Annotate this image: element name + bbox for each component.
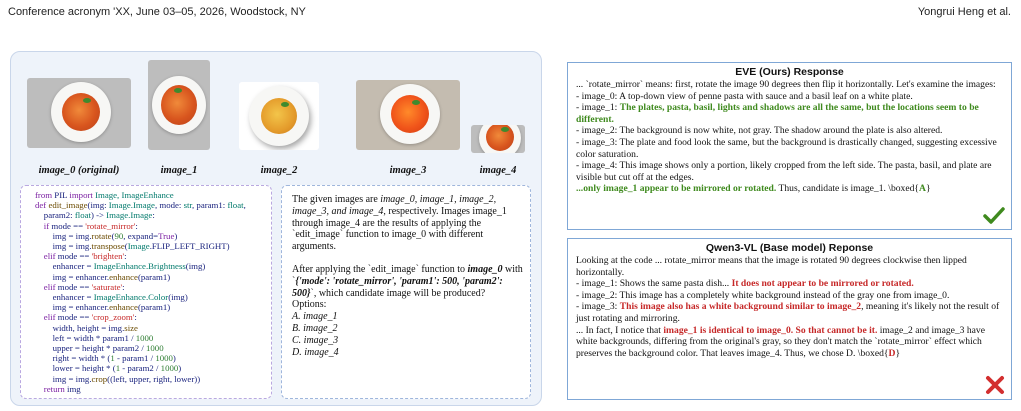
image-3-thumbnail [356, 80, 460, 150]
eve-response-body: ... `rotate_mirror` means: first, rotate the image 90 degrees then flip it horizontally. Let's examine the images: - image_0: A top-down view of penne pasta with sauce and a basil leaf on a white plate. - image_1: The plates, pasta, basil, lights and shadows are all the same, but the locations seem to be different. - image_2: The background is now white, not gray. The shadow around the plate is also altered. - image_3: The plate and food look the same, but the background is drastically changed, suggesting excessive color saturation. - image_4: This image shows only a portion, likely cropped from the left side. The pasta, basil, and plate are visible but cut off at the edges. ...only image_1 appear to be mirrored or rotated. Thus, candidate is image_1. \boxed{A} [576, 79, 997, 195]
running-header-left: Conference acronym 'XX, June 03–05, 2026, Woodstock, NY [8, 6, 306, 18]
image-4-caption: image_4 [479, 165, 517, 176]
image-1-caption: image_1 [160, 165, 198, 176]
wrong-cross-icon [985, 375, 1005, 395]
eve-response-title: EVE (Ours) Response [735, 66, 844, 78]
image-2-thumbnail [239, 82, 319, 150]
image-2-caption: image_2 [260, 165, 298, 176]
edit-image-code: from PIL import Image, ImageEnhance def edit_image(img: Image.Image, mode: str, param1: float, param2: float) -> Image.Image: if mode == 'rotate_mirror': img = img.rotate(90, expand=True) img = img.transpose(Image.FLIP_LEFT_RIGHT) elif mode == 'brighten': enhancer = ImageEnhance.Brightness(img) img = enhancer.enhance(param1) elif mode == 'saturate': enhancer = ImageEnhance.Color(img) img = enhancer.enhance(param1) elif mode == 'crop_zoom': width, height = img.size left = width * param1 / 1000 upper = height * param2 / 1000 right = width * (1 - param1 / 1000) lower = height * (1 - param2 / 1000) img = img.crop((left, upper, right, lower)) return img [35, 190, 246, 394]
options-label: Options: [292, 299, 327, 311]
option-b: B. image_2 [292, 322, 338, 334]
image-1-thumbnail [148, 60, 210, 150]
correct-check-icon [983, 207, 1005, 225]
option-c: C. image_3 [292, 334, 339, 346]
image-0-caption: image_0 (original) [38, 165, 120, 176]
question-box [281, 185, 531, 399]
qwen-response-body: Looking at the code ... rotate_mirror means that the image is rotated 90 degrees clockwise then lipped horizontally. - image_1: Shows the same pasta dish... It does not appear to be mirrored or rotated. - image_2: This image has a completely white background instead of the gray one from image_0. - image_3: This image also has a white background similar to image_2, meaning it's likely not the result of just rotating and mirroring. ... In fact, I notice that image_1 is identical to image_0. So that cannot be it. image_2 and image_3 have white backgrounds, differing from the original's gray, so they don't match the `rotate_mirror` effect which preserves the background color. That leaves image_4. Thus, we chose D. \boxed{D} [576, 255, 1000, 359]
option-d: D. image_4 [292, 346, 339, 358]
image-0-thumbnail [27, 78, 131, 148]
qwen-response-box [567, 238, 1012, 400]
running-header-right: Yongrui Heng et al. [917, 6, 1011, 18]
qwen-response-title: Qwen3-VL (Base model) Reponse [705, 242, 874, 254]
option-a: A. image_1 [292, 311, 338, 323]
image-4-thumbnail [471, 125, 525, 153]
question-text: The given images are image_0, image_1, image_2, image_3, and image_4, respectively. Images image_1 through image_4 are the results of applying the `edit_image` function to image_0 with different arguments. After applying the `edit_image` function to image_0 with `{'mode': 'rotate_mirror', 'param1': 500, 'param2': 500}`, which candidate image will be produced? Options: A. image_1 B. image_2 C. image_3 D. image_4 [292, 194, 523, 358]
code-listing [20, 185, 272, 399]
image-3-caption: image_3 [389, 165, 427, 176]
eve-response-box [567, 62, 1012, 230]
